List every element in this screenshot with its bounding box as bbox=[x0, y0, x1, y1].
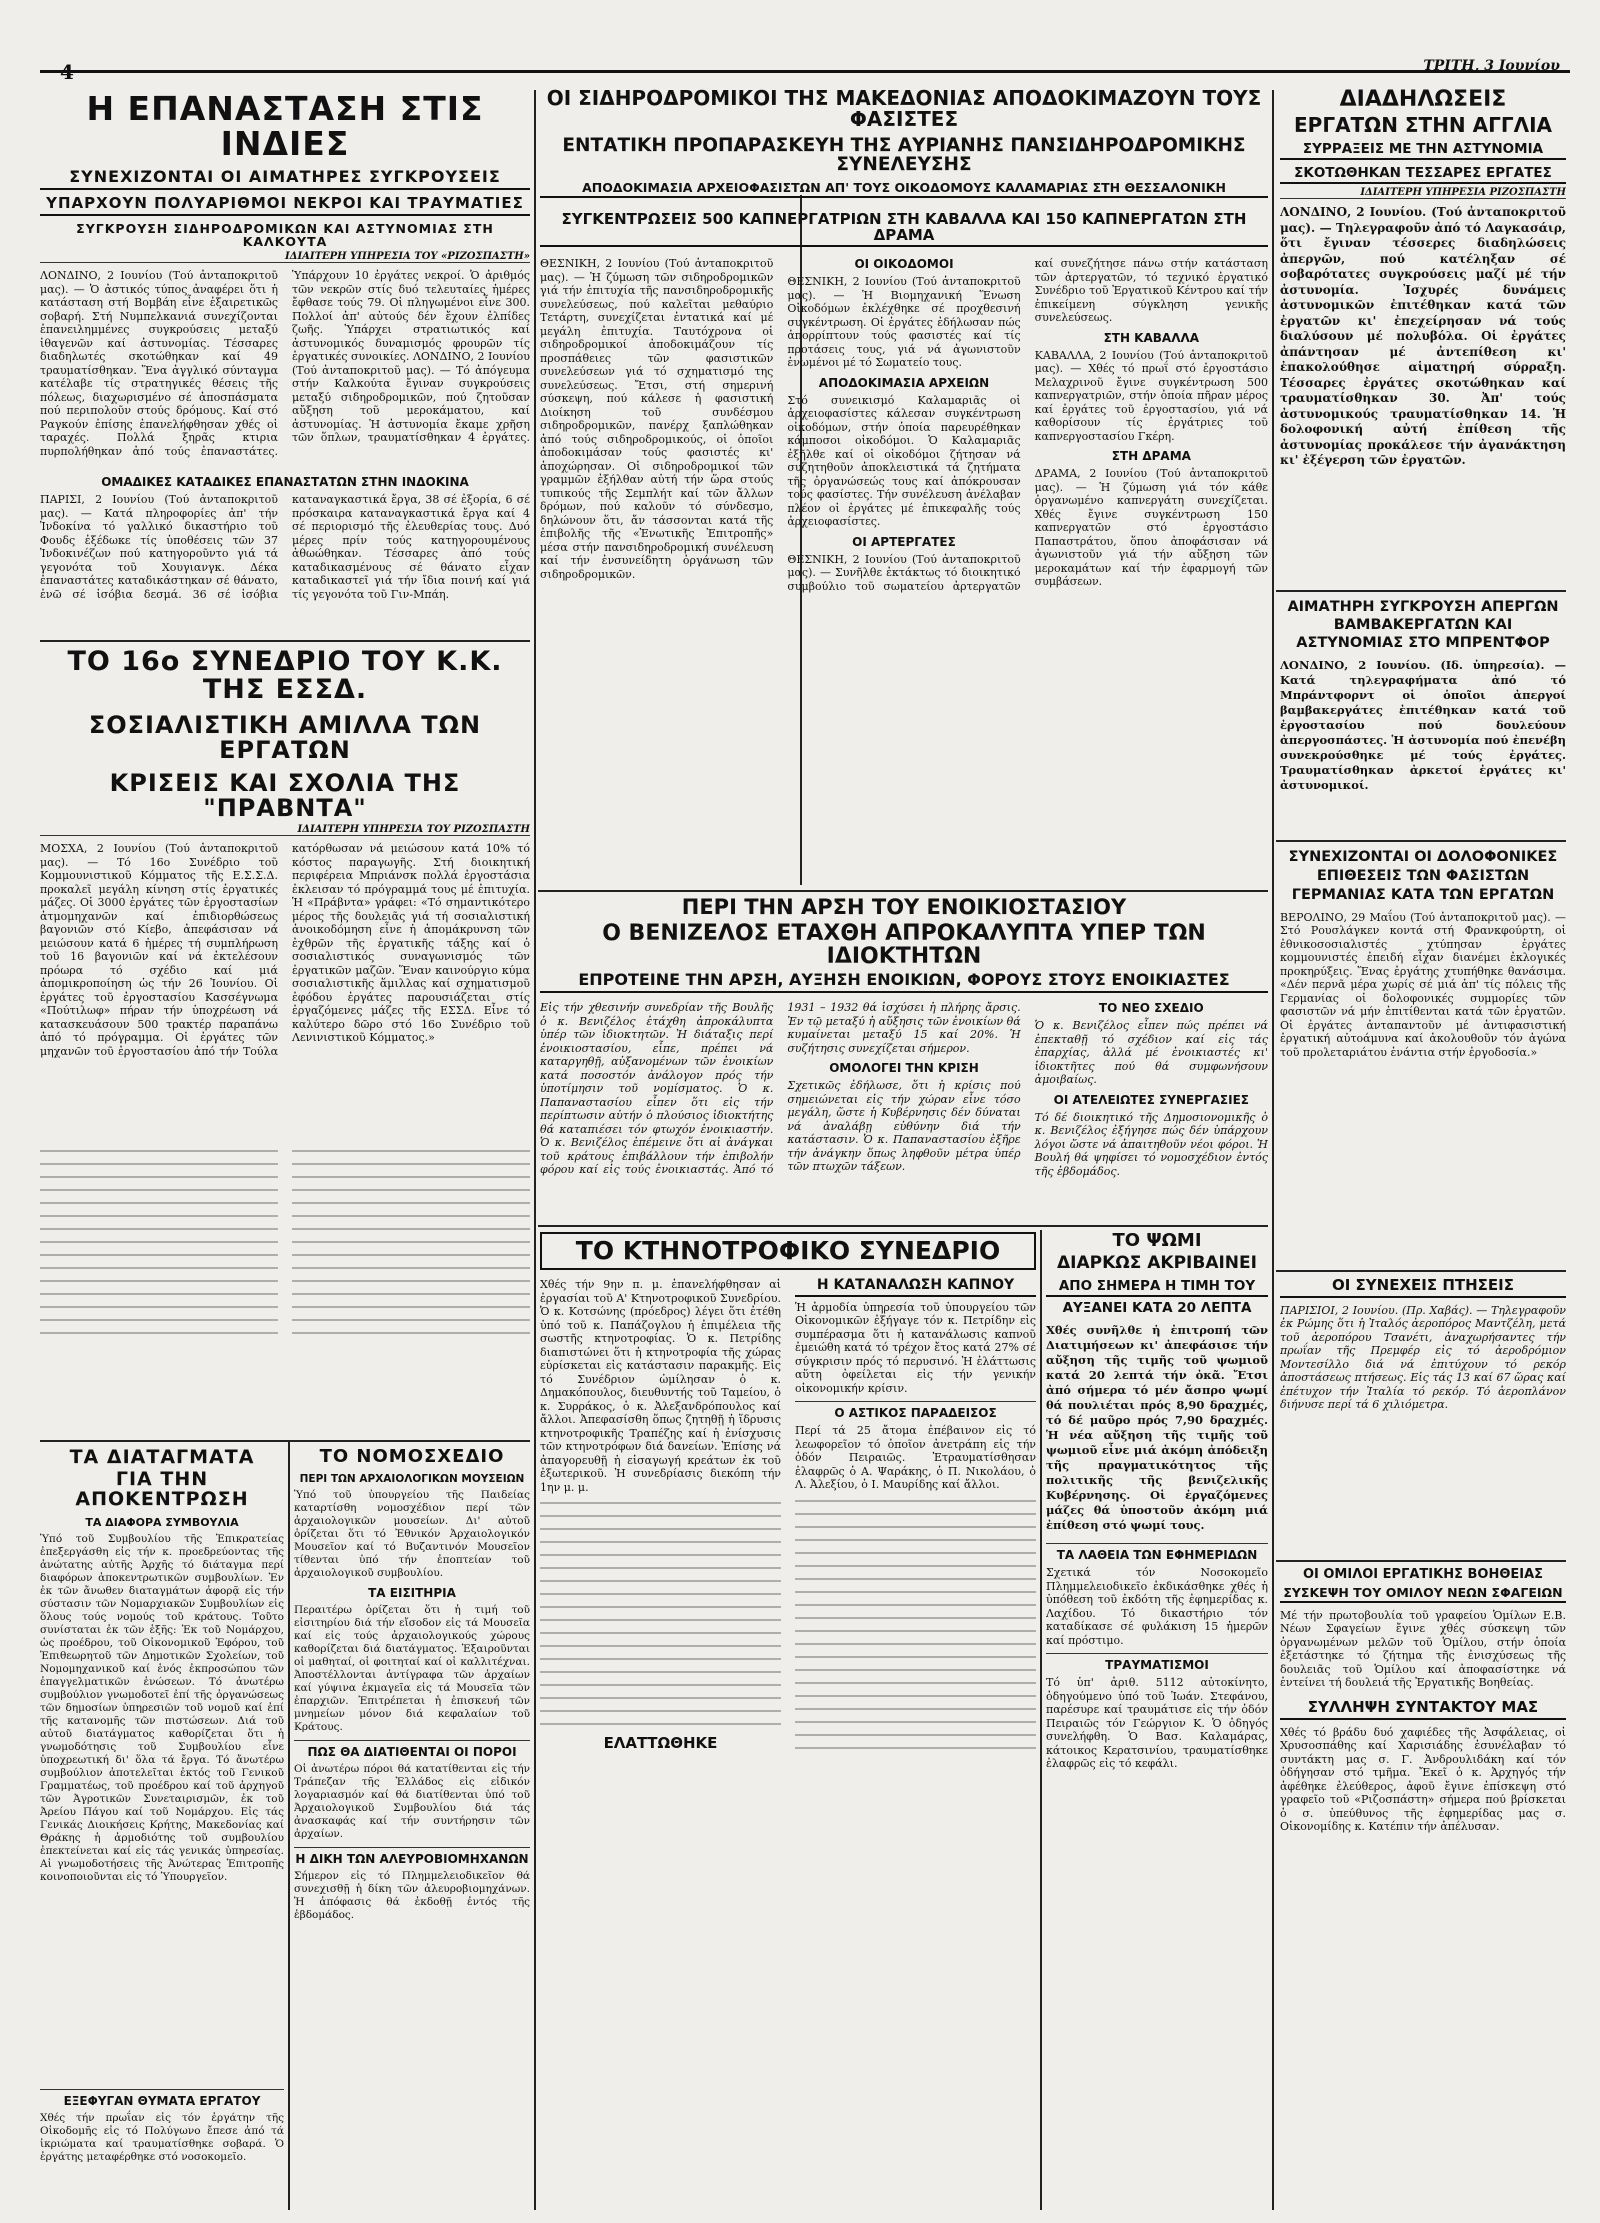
article-germany bbox=[1280, 848, 1566, 1266]
article-body: Σήμερον εἰς τό Πλημμελειοδικεῖον θά συνεχισθῇ ἡ δίκη τῶν ἀλευροβιομηχάνων. Ἡ ἀπόφασις θά ἐκδοθῇ ἐντός τῆς ἑβδομάδος. bbox=[294, 1869, 530, 1921]
section-heading: Η ΚΑΤΑΝΑΛΩΣΗ ΚΑΠΝΟΥ bbox=[795, 1278, 1036, 1297]
text-filler bbox=[40, 1150, 530, 1360]
subheadline: ΑΠΟΔΟΚΙΜΑΣΙΑ ΑΡΧΕΙΟΦΑΣΙΣΤΩΝ ΑΠ' ΤΟΥΣ ΟΙΚΟΔΟΜΟΥΣ ΚΑΛΑΜΑΡΙΑΣ ΣΤΗ ΘΕΣΣΑΛΟΝΙΚΗ bbox=[540, 181, 1268, 198]
section-heading: ΤΑ ΛΑΘΕΙΑ ΤΩΝ ΕΦΗΜΕΡΙΔΩΝ bbox=[1046, 1543, 1268, 1562]
article-body: ΜΟΣΧΑ, 2 Ιουνίου (Τού ἀνταποκριτοῦ μας). — Τό 16ο Συνέδριο τοῦ Κομμουνιστικοῦ Κόμματος τῆς Ε.Σ.Σ.Δ. προκαλεῖ μεγάλη κίνηση στίς ἐργατικές μάζες. Οἱ 3000 ἐργάτες τῶν ἐργοστασίων ἀτμομηχανῶν καί ἐπιδιορθώσεως βαγονιῶν στό Κίεβο, ἀπεφάσισαν νά μειώσουν κατά 6 ἡμέρες τή συμπλήρωση τοῦ 16 βαγονιῶν καί νά ἐκτελέσουν πρόωρα τό σχέδιο καί μιά ἀπομικροποίηση ὡς τήν 26 Ἰουνίου. Οἱ ἐργάτες τοῦ ἐργοστασίου Κασσέγνωμα «Πούτιλωφ» πήραν τήν ὑποχρέωση νά κατασκευάσουν 500 τρακτέρ παραπάνω ἀπό τό πρόγραμμα. Οἱ ἐργάτες τῶν μηχανῶν τοῦ ἐργοστασίου ἀπό τήν Τούλα κατόρθωσαν νά μειώσουν κατά 10% τό κόστος παραγωγῆς. Στή διοικητική περιφέρεια Μπριάνσκ πολλά ἐργοστάσια ἐκλεισαν τό πρόγραμμά τους μέ ἐπιτυχία. Ἡ «Πράβντα» γράφει: «Τό σημαντικότερο μέρος τῆς δουλειᾶς γιά τή σοσιαλιστική ἀνοικοδόμηση εἶνε ἡ ἀπομάκρυνση τῶν ἐχθρῶν τῆς ἐργατικῆς τάξης καί ὁ σοσιαλιστικός συναγωνισμός τῶν ἐργατικῶν μαζῶν. Ἕναν καινούργιο κύμα σοσιαλιστικῆς ἅμιλλας καί σχηματισμοῦ ἐφόδου ἐργάτες παρουσιάζεται στίς ἐργαζόμενες μάζες τῆς ΕΣΣΔ. Εἶνε τό καλύτερο δῶρο στό 16ο Συνέδριο τοῦ Λενινιστικοῦ Κόμματος.» bbox=[40, 842, 530, 1058]
service-credit: ΙΔΙΑΙΤΕΡΗ ΥΠΗΡΕΣΙΑ ΡΙΖΟΣΠΑΣΤΗ bbox=[1280, 187, 1566, 199]
text-filler bbox=[795, 1500, 1036, 1749]
article-body: Ὁ κ. Βενιζέλος εἶπεν πώς πρέπει νά ἐπεκταθῇ τό σχέδιον καί εἰς τάς ἐπαρχίας, ἀλλά μέ ἐνοικιαστές κι' ἰδιοκτῆτες πού θά συμφωνήσουν ἀμοιβαίως. bbox=[1034, 1019, 1268, 1087]
article-rent bbox=[540, 896, 1268, 1222]
section-heading: ΤΑ ΕΙΣΙΤΗΡΙΑ bbox=[368, 1585, 456, 1600]
article-congress bbox=[40, 648, 530, 1438]
headline: ΣΥΝΕΧΙΖΟΝΤΑΙ ΟΙ ΔΟΛΟΦΟΝΙΚΕΣ ΕΠΙΘΕΣΕΙΣ ΤΩΝ ΦΑΣΙΣΤΩΝ ΓΕΡΜΑΝΙΑΣ ΚΑΤΑ ΤΩΝ ΕΡΓΑΤΩΝ bbox=[1288, 849, 1558, 903]
headline: ΔΙΑΔΗΛΩΣΕΙΣ bbox=[1339, 88, 1507, 112]
article-body: Χθές τό βράδυ δυό χαφιέδες τῆς Ἀσφάλειας, οἱ Χρυσοσπάθης καί Χαρισιάδης ἐσυνέλαβαν τό συντάκτη μας σ. Γ. Ἀνδρουλιδάκη καί τόν ὁδήγησαν στό τμῆμα. Ἔκεῖ ὁ κ. Ἀρχηγός τήν ἀφέθηκε ἐλεύθερος, ἀφοῦ ἔγινε ἐπίσκεψη στό γραφεῖο τοῦ «Ριζοσπάστη» σήμερα πού βρίσκεται ὁ σ. ὑπεύθυνος τῆς ἐφημερίδας μας σ. Οἰκονομίδης κ. Κατέπιν τήν ἀπέλυσαν. bbox=[1280, 1725, 1566, 1834]
article-body: Τό ὑπ' ἀριθ. 5112 αὐτοκίνητο, ὁδηγούμενο ὑπό τοῦ Ἰωάν. Στεφάνου, παρέσυρε καί τραυμάτισε εἰς τήν ὁδόν Πειραιῶς τόν Γεώργιον Κ. Ὁ ὁδηγός συνελήφθη. Ὁ Βασ. Καλαμάρας, κάτοικος Κερατσινίου, τραυματίσθηκε ἐλαφρῶς εἰς τό κεφάλι. bbox=[1046, 1676, 1268, 1771]
subheadline: ΣΥΡΡΑΞΕΙΣ ΜΕ ΤΗΝ ΑΣΤΥΝΟΜΙΑ bbox=[1280, 142, 1566, 160]
article-body: Οἱ ἀνωτέρω πόροι θά κατατίθενται εἰς τήν Τράπεζαν τῆς Ἑλλάδος εἰς εἰδικόν λογαριασμόν καί θά διατίθενται ὑπό τοῦ Ἀρχαιολογικοῦ Συμβουλίου διά τάς ἀνασκαφάς καί τήν συντήρησιν τῶν ἀρχαίων. bbox=[294, 1762, 530, 1840]
headline: ΤΟ 16ο ΣΥΝΕΔΡΙΟ ΤΟΥ Κ.Κ. ΤΗΣ ΕΣΣΔ. bbox=[67, 648, 503, 706]
subheadline: ΑΠΟ ΣΗΜΕΡΑ Η ΤΙΜΗ ΤΟΥ bbox=[1046, 1279, 1268, 1297]
article-body: Εἰς τήν χθεσινήν συνεδρίαν τῆς Βουλῆς ὁ κ. Βενιζέλος ἐτάχθη ἀπροκάλυπτα ὑπέρ τῶν ἰδιοκτητῶν. Ἡ διάταξις περί ἐνοικιοστασίου, εἶπε, πρέπει νά καταργηθῇ, αὐξανομένων τῶν ἐνοικίων κατά ποσοστόν ἀνάλογον πρός τήν ὑποτίμησιν τοῦ νομίσματος. Ὁ κ. Παπαναστασίου εἶπεν ὅτι εἰς τήν περίπτωσιν αὐτήν ὁ πλούσιος ἰδιοκτήτης θά καταπιέσει τόν φτωχόν ἐνοικιαστήν. Ὁ κ. Βενιζέλος ἐπέμεινε ὅτι αἱ ἀνάγκαι τοῦ κράτους ἐπιβάλλουν τήν ἐπιβολήν φόρου καί εἰς τούς ἐνοικιαστάς. Ἀπό τό 1931 – 1932 θά ἰσχύσει ἡ πλήρης ἄρσις. Ἐν τῷ μεταξύ ἡ αὔξησις τῶν ἐνοικίων θά κυμαίνεται μεταξύ 15 καί 20%. Ἡ συζήτησις συνεχίζεται σήμερον. bbox=[540, 1001, 1021, 1177]
headline: ΟΙ ΣΙΔΗΡΟΔΡΟΜΙΚΟΙ ΤΗΣ ΜΑΚΕΔΟΝΙΑΣ ΑΠΟΔΟΚΙΜΑΖΟΥΝ ΤΟΥΣ ΦΑΣΙΣΤΕΣ bbox=[546, 88, 1262, 131]
article-body: Χθές συνῆλθε ἡ ἐπιτροπή τῶν Διατιμήσεων κι' ἀπεφάσισε τήν αὔξηση τῆς τιμῆς τοῦ ψωμιοῦ κατά 20 λεπτά τήν ὀκᾶ. Ἔτσι ἀπό σήμερα τό μέν ἄσπρο ψωμί θά πουλιέται πρός 8,90 δραχμές, τό δέ μαῦρο πρός 7,90 δραχμές. Ἡ νέα αὔξηση τῆς τιμῆς τοῦ ψωμιοῦ εἶνε μιά ἀκόμη ἀπόδειξη τῆς πραγματικότητος τῆς πολιτικῆς τῆς βενιζελικῆς Κυβέρνησης. Οἱ ἐργαζόμενες μάζες θά ὑποστοῦν ἀκόμη μιά ἐπίθεση στό ψωμί τους. bbox=[1046, 1323, 1268, 1533]
subheadline: ΠΕΡΙ ΤΩΝ ΑΡΧΑΙΟΛΟΓΙΚΩΝ ΜΟΥΣΕΙΩΝ bbox=[299, 1472, 525, 1485]
column-rule bbox=[1272, 90, 1274, 2210]
article-decrees bbox=[40, 1448, 284, 2218]
subheadline: ΕΠΡΟΤΕΙΝΕ ΤΗΝ ΑΡΣΗ, ΑΥΞΗΣΗ ΕΝΟΙΚΙΩΝ, ΦΟΡΟΥΣ ΣΤΟΥΣ ΕΝΟΙΚΙΑΣΤΕΣ bbox=[540, 972, 1268, 993]
section-heading: ΠΩΣ ΘΑ ΔΙΑΤΙΘΕΝΤΑΙ ΟΙ ΠΟΡΟΙ bbox=[294, 1740, 530, 1759]
article-body: ΠΑΡΙΣΙΟΙ, 2 Ιουνίου. (Πρ. Χαβάς). — Τηλεγραφοῦν ἐκ Ρώμης ὅτι ἡ Ἰταλός ἀεροπόρος Μαντζέλη, μετά τοῦ ἀεροπόρου Τσανέτι, ἀναχωρήσαντες τήν πρωΐαν τῆς Πρεμφέρ εἰς τό ἀεροδρόμιον Μοντεσίλλο διά νά ἐπιτύχουν τό ρεκόρ ἀποστάσεως πτήσεως. Εἰς τάς 13 καί 67 ὥρας καί ἐπέτυχον τήν Ἰταλία τό ρεκόρ. Τό ἀεροπλάνον διήνυσε περί τά 6 χιλιόμετρα. bbox=[1280, 1303, 1566, 1412]
article-body: Περαιτέρω ὁρίζεται ὅτι ἡ τιμή τοῦ εἰσιτηρίου διά τήν εἴσοδον εἰς τά Μουσεῖα καί εἰς τούς ἀρχαιολογικούς χώρους καθορίζεται διά διατάγματος. Ἐξαιροῦνται οἱ μαθηταί, οἱ φοιτηταί καί οἱ καλλιτέχναι. Ἀποστέλλονται ἀντίγραφα τῶν ἀρχαίων καί γύψινα ἐκμαγεῖα εἰς τά Μουσεῖα τῶν ἐπαρχιῶν. Ἐπιτρέπεται ἡ ἐπισκευή τῶν μνημείων μόνον διά κεφαλαίων τοῦ Κράτους. bbox=[294, 1603, 530, 1733]
headline: ΓΙΑ ΤΗΝ ΑΠΟΚΕΝΤΡΩΣΗ bbox=[75, 1467, 249, 1510]
section-heading: ΟΙ ΟΙΚΟΔΟΜΟΙ bbox=[854, 257, 954, 272]
section-rule bbox=[1276, 1270, 1566, 1272]
section-rule bbox=[40, 640, 530, 642]
headline: ΤΟ ΚΤΗΝΟΤΡΟΦΙΚΟ ΣΥΝΕΔΡΙΟ bbox=[540, 1232, 1036, 1270]
service-credit: ΙΔΙΑΙΤΕΡΗ ΥΠΗΡΕΣΙΑ ΤΟΥ ΡΙΖΟΣΠΑΣΤΗ bbox=[40, 824, 530, 836]
section-heading: ΟΜΟΛΟΓΕΙ ΤΗΝ ΚΡΙΣΗ bbox=[829, 1061, 979, 1076]
subheadline: ΥΠΑΡΧΟΥΝ ΠΟΛΥΑΡΙΘΜΟΙ ΝΕΚΡΟΙ ΚΑΙ ΤΡΑΥΜΑΤΙΕΣ bbox=[40, 196, 530, 216]
section-heading: ΤΡΑΥΜΑΤΙΣΜΟΙ bbox=[1046, 1653, 1268, 1672]
headline: ΟΙ ΣΥΝΕΧΕΙΣ ΠΤΗΣΕΙΣ bbox=[1280, 1278, 1566, 1298]
article-body: Περί τά 25 ἄτομα ἐπέβαινον εἰς τό λεωφορεῖον τό ὁποῖον ἀνετράπη εἰς τήν ὁδόν Πειραιῶς. Ἐτραυματίσθησαν ἐλαφρῶς ὁ Α. Ψαράκης, ὁ Π. Νικολάου, ὁ Λ. Ἀλεξίου, ὁ Ι. Μαυρίδης καί ἄλλοι. bbox=[795, 1424, 1036, 1492]
section-rule bbox=[538, 890, 1268, 892]
subheadline: ΣΥΣΚΕΨΗ ΤΟΥ ΟΜΙΛΟΥ ΝΕΩΝ ΣΦΑΓΕΙΩΝ bbox=[1280, 1586, 1566, 1603]
column-rule bbox=[1040, 1230, 1042, 2210]
article-body: Τό δέ διοικητικό τῆς Δημοσιονομικῆς ὁ κ. Βενιζέλος ἐξήγησε πώς δέν ὑπάρχουν λόγοι ὥστε νά ἀπαιτηθοῦν νέοι φόροι. Ἡ Βουλή θά ψηφίσει τό νομοσχέδιον ἐντός τῆς ἑβδομάδος. bbox=[1034, 1110, 1268, 1178]
headline: Η ΕΠΑΝΑΣΤΑΣΗ ΣΤΙΣ ΙΝΔΙΕΣ bbox=[86, 89, 484, 163]
headline: ΔΙΑΡΚΩΣ ΑΚΡΙΒΑΙΝΕΙ bbox=[1057, 1252, 1257, 1273]
article-railway bbox=[540, 88, 1268, 888]
subheadline: ΣΥΓΚΡΟΥΣΗ ΣΙΔΗΡΟΔΡΟΜΙΚΩΝ ΚΑΙ ΑΣΤΥΝΟΜΙΑΣ ΣΤΗ ΚΑΛΚΟΥΤΑ bbox=[76, 220, 494, 249]
article-body: ΘΕΣΝΙΚΗ, 2 Ιουνίου (Τού ἀνταποκριτοῦ μας). — Ἡ ζύμωση τῶν σιδηροδρομικῶν γιά τήν ἐπιτυχία τῆς πανσιδηροδρομικῆς συνελεύσεως, πού καλεῖται μεθαύριο Τετάρτη, συνεχίζεται ἐντατικά καί μέ μεγάλη ἐπιτυχία. Ταυτόχρονα οἱ σιδηροδρομικοί ἀποδοκιμάζουν τίς προσπάθειες τῶν φασιστικῶν συνελεύσεων γιά τό σχηματισμό της συνελεύσεως. Ἔτσι, στή σημερινή σύσκεψη, πού κάλεσε ἡ φασιστική Διοίκηση τοῦ συνδέσμου σιδηροδρομικῶν, πανέρχ ξαπλώθηκαν ἀπό τούς σιδηροδρομικούς, οἱ ὁποῖοι ἀποδοκιμάσαν τούς φασιστές κι' ἀποχώρησαν. Οἱ σιδηροδρομικοί τῶν γραμμῶν ἐξήλθαν αὐτή τήν ὥρα στούς τυπικούς τῆς Σεμπλήτ καί τῶν ἄλλων δρόμων, πού καλοῦν τό σύνδεσμο, δηλώνουν ὅτι, ἄν τάσσονται κατά τῆς ἐπιβολῆς τῆς «Ἑνωτικῆς Ἐπιτροπῆς» μέσα στήν πανσιδηροδρομική συνέλευση καί τήν ἐνσυνείδητη ὀργάνωση τῶν σιδηροδρομικῶν. bbox=[540, 257, 774, 581]
article-bill bbox=[294, 1448, 530, 2218]
subheadline: ΣΚΟΤΩΘΗΚΑΝ ΤΕΣΣΑΡΕΣ ΕΡΓΑΤΕΣ bbox=[1280, 166, 1566, 184]
article-flights bbox=[1280, 1278, 1566, 1556]
section-heading: ΕΞΕΦΥΓΑΝ ΘΥΜΑΤΑ ΕΡΓΑΤΟΥ bbox=[40, 2089, 284, 2108]
article-body: ΒΕΡΟΛΙΝΟ, 29 Μαΐου (Τού ἀνταποκριτοῦ μας). — Στό Ρουσλάγκεν κοντά στή Φρανκφούρτη, οἱ ἐθνικοσοσιαλιστές χτύπησαν ἐργάτες κομμουνιστές ἐπειδή εἶχαν διανέμει ἐκλογικές προκηρύξεις. Ἕνας ἐργάτης χτυπήθηκε θανάσιμα. «Δέν περνᾶ μέρα χωρίς σέ μιά ἀπ' τίς πόλεις τῆς Γερμανίας οἱ δολοφονικές συμμορίες τῶν φασιστῶν νά μήν ἐπιτίθενται κατά τῶν ἐργατῶν. Οἱ ἐργάτες ἀνταπαντοῦν μέ ἀντιφασιστική ἐργατική αὐτοάμυνα καί ἀκολουθοῦν τόν ἀγώνα τοῦ προλεταριάτου ἐνάντια στήν ἐργοδοσία.» bbox=[1280, 910, 1566, 1059]
rent-columns bbox=[540, 1001, 1268, 1222]
section-heading: ΣΤΗ ΚΑΒΑΛΛΑ bbox=[1103, 330, 1200, 345]
section-rule bbox=[40, 1440, 530, 1442]
article-body: Στό συνεικισμό Καλαμαριᾶς οἱ ἀρχειοφασίστες κάλεσαν συγκέντρωση οἰκοδόμων, στήν ὁποία παρευρέθηκαν κάμποσοι οἰκοδόμοι. Ὁ Καλαμαριᾶς ἐξῆλθε καί οἱ οἰκοδόμοι ζήτησαν νά συζητηθοῦν ἀποκλειστικά τά ζητήματα τῆς ὀργανώσεώς τους καί ἀπόκρουσαν τούς φασίστες. Τήν συνέλευση ἀνέλαβαν πλέον οἱ ἐργάτες μέ ἐπικεφαλῆς τούς ἀρχειοφασίστες. bbox=[787, 393, 1021, 529]
masthead-rule bbox=[40, 70, 1570, 73]
subheadline: ΤΑ ΔΙΑΦΟΡΑ ΣΥΜΒΟΥΛΙΑ bbox=[85, 1515, 239, 1529]
article-body: Σχετικῶς ἐδήλωσε, ὅτι ἡ κρίσις πού σημειώνεται εἰς τήν χώραν εἶνε τόσο μεγάλη, ὥστε ἡ Κυβέρνησις δέν δύναται νά ἀναλάβῃ εὐθύνην διά τήν κατάστασιν. Ὁ κ. Παπαναστασίου ἐξῆρε τήν ἀνάγκην ὅπως ληφθοῦν μέτρα ὑπέρ τῶν πτωχῶν τάξεων. bbox=[787, 1079, 1021, 1174]
subheadline: Ο ΒΕΝΙΖΕΛΟΣ ΕΤΑΧΘΗ ΑΠΡΟΚΑΛΥΠΤΑ ΥΠΕΡ ΤΩΝ ΙΔΙΟΚΤΗΤΩΝ bbox=[602, 921, 1206, 970]
service-credit: ΙΔΙΑΙΤΕΡΗ ΥΠΗΡΕΣΙΑ ΤΟΥ «ΡΙΖΟΣΠΑΣΤΗ» bbox=[40, 251, 530, 263]
headline: ΑΙΜΑΤΗΡΗ ΣΥΓΚΡΟΥΣΗ ΑΠΕΡΓΩΝ ΒΑΜΒΑΚΕΡΓΑΤΩΝ ΚΑΙ ΑΣΤΥΝΟΜΙΑΣ ΣΤΟ ΜΠΡΕΝΤΦΟΡ bbox=[1287, 599, 1559, 652]
headline: ΠΕΡΙ ΤΗΝ ΑΡΣΗ ΤΟΥ ΕΝΟΙΚΙΟΣΤΑΣΙΟΥ bbox=[681, 896, 1127, 919]
article-india bbox=[40, 88, 530, 640]
subheadline: ΣΟΣΙΑΛΙΣΤΙΚΗ ΑΜΙΛΛΑ ΤΩΝ ΕΡΓΑΤΩΝ bbox=[88, 710, 482, 764]
section-heading: ΟΜΑΔΙΚΕΣ ΚΑΤΑΔΙΚΕΣ ΕΠΑΝΑΣΤΑΤΩΝ ΣΤΗΝ ΙΝΔΟΚΙΝΑ bbox=[101, 475, 469, 490]
page-number: 4 bbox=[60, 60, 74, 84]
article-body: ΛΟΝΔΙΝΟ, 2 Ιουνίου. (Τού ἀνταποκριτοῦ μας). — Τηλεγραφοῦν ἀπό τό Λαγκασάιρ, ὅτι ἔγιναν τέσσερες διαδηλώσεις ἀπεργῶν, πού κατέληξαν σέ σοβαρότατες συγκρούσεις μαζί μέ τήν ἀστυνομία. Ἰσχυρές δυνάμεις ἀστυνομικῶν ἐπιτέθηκαν κατά τῶν ἐργατῶν κι' ἐπεχείρησαν νά τούς διαλύσουν μέ πολυβόλα. Οἱ ἐργάτες ἀπάντησαν μέ ἀντεπίθεση κι' ἐπακολούθησε αἱματηρή σύρραξη. Τέσσαρες ἐργάτες σκοτώθηκαν καί τραυματίσθηκαν 30. Ἀπ' τούς ἀστυνομικούς τραυματίσθηκαν 14. Ἡ δολοφονική αὐτή ἐπίθεση τῆς ἀστυνομίας προκάλεσε τήν ἀγανάκτηση κι' ἐξέγερση τῶν ἐργατῶν. bbox=[1280, 205, 1566, 468]
section-heading: ΑΠΟΔΟΚΙΜΑΣΙΑ ΑΡΧΕΙΩΝ bbox=[818, 375, 990, 390]
section-heading: ΕΛΑΤΤΩΘΗΚΕ bbox=[603, 1734, 718, 1753]
article-body: Σχετικά τόν Νοσοκομεῖο Πλημμελειοδικεῖο ἐκδικάσθηκε χθές ἡ ὑπόθεση τοῦ ἐκδότη τῆς ἐφημερίδας κ. Λαχίδου. Τό δικαστήριο τόν καταδίκασε σέ φυλάκιση 15 ἡμερῶν καί πρόστιμο. bbox=[1046, 1566, 1268, 1647]
railway-columns bbox=[540, 257, 1268, 888]
article-england bbox=[1280, 88, 1566, 588]
headline: ΤΟ ΝΟΜΟΣΧΕΔΙΟ bbox=[319, 1448, 505, 1467]
section-rule bbox=[1276, 590, 1566, 592]
livestock-columns bbox=[540, 1278, 1036, 2208]
article-body: Ἡ ἀρμοδία ὑπηρεσία τοῦ ὑπουργείου τῶν Οἰκονομικῶν ἐξήγαγε τόν κ. Πετρίδην εἰς συμπέρασμα ὅτι ἡ κατανάλωσις καπνοῦ ἐμειώθη κατά τό τρέχον ἔτος κατά 27% σέ σύγκρισιν πρός τό περυσινό. Ἡ ἐλάττωσις αὕτη ὀφείλεται εἰς τήν γενικήν οἰκονομικήν κρίσιν. bbox=[795, 1300, 1036, 1395]
section-heading: ΟΙ ΑΡΤΕΡΓΑΤΕΣ bbox=[852, 534, 956, 549]
article-manchester bbox=[1280, 598, 1566, 836]
subheadline: ΣΥΓΚΕΝΤΡΩΣΕΙΣ 500 ΚΑΠΝΕΡΓΑΤΡΙΩΝ ΣΤΗ ΚΑΒΑΛΛΑ ΚΑΙ 150 ΚΑΠΝΕΡΓΑΤΩΝ ΣΤΗ ΔΡΑΜΑ bbox=[540, 212, 1268, 248]
headline: ΟΙ ΟΜΙΛΟΙ ΕΡΓΑΤΙΚΗΣ ΒΟΗΘΕΙΑΣ bbox=[1302, 1568, 1544, 1582]
headline: ΤΑ ΔΙΑΤΑΓΜΑΤΑ bbox=[69, 1448, 255, 1468]
article-body: ΘΕΣΝΙΚΗ, 2 Ιουνίου (Τού ἀνταποκριτοῦ μας). — Ἡ Βιομηχανική Ἕνωση Οἰκοδόμων ἐκλέχθηκε σέ προχθεσινή συγκέντρωση. Οἱ ἐργάτες ἐδήλωσαν πώς ἀπορρίπτουν τούς φασιστές καί τίς προτάσεις τους, γιά νά ἀγωνιστοῦν ἑνωμένοι μέ τό Σωματείο τους. bbox=[787, 275, 1021, 370]
section-rule bbox=[1276, 840, 1566, 842]
article-body: ΔΡΑΜΑ, 2 Ιουνίου (Τού ἀνταποκριτοῦ μας). — Ἡ ζύμωση γιά τόν κάθε ὀργανωμένο καπνεργάτη συνεχίζεται. Χθές ἔγινε συγκέντρωση 150 καπνεργατῶν στό ἐργοστάσιο Παπαστράτου, ὅπου ἀποφάσισαν νά ἀγωνιστοῦν γιά τήν αὔξηση τῶν μεροκαμάτων καί τήν ἐφαρμογή τῶν συμβάσεων. bbox=[1034, 467, 1268, 589]
section-rule bbox=[1276, 1560, 1566, 1562]
section-heading: ΟΙ ΑΤΕΛΕΙΩΤΕΣ ΣΥΝΕΡΓΑΣΙΕΣ bbox=[1053, 1092, 1249, 1107]
article-body: ΛΟΝΔΙΝΟ, 2 Ιουνίου (Τού ἀνταποκριτοῦ μας). — Ὁ ἀστικός τύπος ἀναφέρει ὅτι ἡ κατάσταση στή Βομβάη εἶνε ἐξαιρετικῶς σοβαρή. Στή Νυμπελκανιά συνεχίζονται ἐπανειλημμένες συγκρούσεις μεταξύ ἰθαγενῶν καί ἀστυνομίας. Τέσσαρες διαδηλωτές σκοτώθηκαν καί 49 τραυματίσθηκαν. Ἕνα ἀγγλικό σύνταγμα κατέλαβε τίς στρατηγικές θέσεις τῆς πόλεως, διαχωρισμένο σέ ἀποσπάσματα πού περιπολοῦν στούς δρόμους. Καί στό Ραγκούν ἐπίσης ἐπανελήφθησαν χθές οἱ ταραχές. Πολλά ξηρᾶς κτιρια πυρπολήθηκαν ἀπό τούς ἐπαναστάτες. Ὑπάρχουν 10 ἐργάτες νεκροί. Ὁ ἀριθμός τῶν νεκρῶν στίς δυό τελευταίες ἡμέρες ἔφθασε τούς 79. Οἱ πληγωμένοι εἶνε 300. Πολλοί ἀπ' αὐτούς δέν ἔχουν ἐλπίδες ζωῆς. Ὑπάρχει στρατιωτικός καί ἀστυνομικός δυναμισμός φρουρῶν τίς ἐργατικές συνοικίες. ΛΟΝΔΙΝΟ, 2 Ιουνίου (Τού ἀνταποκριτοῦ μας). — Τό ἀπόγευμα στήν Καλκούτα ἔγιναν συγκρούσεις μεταξύ σιδηροδρομικῶν, πού ζητοῦσαν αὔξηση τοῦ μεροκάματου, καί ἀστυνομίας. Ἡ ἀστυνομία ἔκαμε χρῆση τῶν ὅπλων, τραυματίσθηκαν 4 ἐργάτες. bbox=[40, 269, 530, 458]
column-rule bbox=[288, 1440, 290, 2210]
section-heading: ΣΤΗ ΔΡΑΜΑ bbox=[1111, 449, 1191, 464]
section-heading: ΣΥΛΛΗΨΗ ΣΥΝΤΑΚΤΟΥ ΜΑΣ bbox=[1280, 1700, 1566, 1720]
article-body: Μέ τήν πρωτοβουλία τοῦ γραφείου Ὁμίλων Ε.Β. Νέων Σφαγείων ἔγινε χθές σύσκεψη τῶν ὀργανωμένων μελῶν τοῦ Ὁμίλου, στήν ὁποία ἐξετάστηκε τό ζήτημα τῆς ἐνισχύσεως τῆς δουλειᾶς τοῦ Ὁμίλου καί ἀποφασίστηκε νά ἐντείνει τή δουλειά τῆς Ἐργατικῆς Βοηθείας. bbox=[1280, 1608, 1566, 1690]
section-heading: ΤΟ ΝΕΟ ΣΧΕΔΙΟ bbox=[1098, 1001, 1204, 1016]
article-relief bbox=[1280, 1568, 1566, 2213]
article-body: ΘΕΣΝΙΚΗ, 2 Ιουνίου (Τού ἀνταποκριτοῦ μας). — Συνῆλθε ἐκτάκτως τό διοικητικό συμβούλιο τοῦ σωματείου ἀρτεργατῶν καί συνεζήτησε πάνω στήν κατάσταση τῶν ἀρτεργατῶν, τό τεχνικό ἐργατικό Συνέδριο τοῦ Ἐργατικοῦ Κέντρου καί τήν ἐπικείμενη σύγκληση γενικῆς συνελεύσεως. bbox=[787, 257, 1268, 593]
column-rule bbox=[534, 90, 536, 2210]
section-heading: Η ΔΙΚΗ ΤΩΝ ΑΛΕΥΡΟΒΙΟΜΗΧΑΝΩΝ bbox=[294, 1847, 530, 1866]
article-body: ΚΑΒΑΛΛΑ, 2 Ιουνίου (Τού ἀνταποκριτοῦ μας). — Χθές τό πρωΐ στό ἐργοστάσιο Μελαχρινοῦ ἔγινε συγκέντρωση 500 καπνεργατριῶν, στήν ὁποία πῆραν μέρος καί ἐργάτες τοῦ ἐργοστασίου, γιά νά καθορίσουν τίς ἐργάτριες τοῦ καπνεργοστασίου Γκέρη. bbox=[1034, 348, 1268, 443]
subheadline: ΕΝΤΑΤΙΚΗ ΠΡΟΠΑΡΑΣΚΕΥΗ ΤΗΣ ΑΥΡΙΑΝΗΣ ΠΑΝΣΙΔΗΡΟΔΡΟΜΙΚΗΣ ΣΥΝΕΛΕΥΣΗΣ bbox=[562, 135, 1246, 176]
headline: ΤΟ ΨΩΜΙ bbox=[1112, 1232, 1202, 1251]
subheadline: ΑΥΞΑΝΕΙ ΚΑΤΑ 20 ΛΕΠΤΑ bbox=[1062, 1299, 1252, 1316]
section-heading: Ο ΑΣΤΙΚΟΣ ΠΑΡΑΔΕΙΣΟΣ bbox=[795, 1401, 1036, 1420]
article-body: Ὑπό τοῦ Συμβουλίου τῆς Ἐπικρατείας ἐπεξεργάσθη εἰς τήν κ. προεδρεύοντας τῆς ἀνώτατης αὐτῆς Ἀρχῆς τό διάταγμα περί διαφόρων ἀποκεντρωτικῶν συμβουλίων. Ἐν ἐκ τῶν ἄνωθεν διαταγμάτων ἀφορᾷ εἰς τήν σύστασιν τῶν Νομαρχιακῶν Συμβουλίων εἰς ὅλους τούς νομούς τοῦ κράτους. Τοῦτο συνίσταται ἐκ τῶν ἑξῆς: Ἐκ τοῦ Νομάρχου, ὡς προέδρου, τοῦ Οἰκονομικοῦ Ἐφόρου, τοῦ Ἐπιθεωρητοῦ τῶν Δημοτικῶν Σχολείων, τοῦ Νομομηχανικοῦ καί ἑνός ἐκπροσώπου τῶν ἐπαγγελματικῶν ἑνώσεων. Τό ἀνωτέρω συμβούλιον γνωμοδοτεῖ ἐπί τῆς ὀργανώσεως τῶν δημοσίων ὑπηρεσιῶν τοῦ νομοῦ καί ἐπί τῆς κατανομῆς τῶν πιστώσεων. Διά τοῦ αὐτοῦ διατάγματος καθορίζεται ὅτι ἡ γνωμοδότησις τοῦ Συμβουλίου εἶνε ὑποχρεωτική δι' ὅλα τά ἔργα. Τό ἄνωτέρω συμβούλιον ἀποτελεῖται ἐκτός τοῦ Γενικοῦ Γραμματέως, τοῦ προέδρου καί τοῦ ἀρχηγοῦ τῶν Ἀγροτικῶν Συνεταιρισμῶν, ἐκ τοῦ Ἀρείου Πάγου καί τοῦ Νομάρχου. Εἰς τάς Γενικάς Διοικήσεις Κρήτης, Μακεδονίας καί Θράκης ἡ ἀρμοδιότης τοῦ συμβουλίου ἐπεκτείνεται καί εἰς τάς γενικάς ὑπηρεσίας. Αἱ γνωμοδοτήσεις τῆς Ἀνώτερας Ἐπιτροπῆς κοινοποιοῦνται εἰς τό Ὑπουργεῖον. bbox=[40, 1532, 284, 1883]
article-body: ΠΑΡΙΣΙ, 2 Ιουνίου (Τού ἀνταποκριτοῦ μας). — Κατά πληροφορίες ἀπ' τήν Ἰνδοκίνα τό γαλλικό δικαστήριο τοῦ Φουδς ἐξέδωκε τίς ὑποθέσεις τῶν 37 Ἰνδοκινέζων πού κατηγοροῦντο γιά τά γεγονότα τοῦ Χουγιανγκ. Δέκα ἐπαναστάτες καταδικάστηκαν σέ θάνατο, ἐνῶ σέ ἰσόβια δεσμά. 36 σέ ἰσόβια καταναγκαστικά ἔργα, 38 σέ ἐξορία, 6 σέ πρόσκαιρα καταναγκαστικά ἔργα καί 4 σέ περιορισμό τῆς ἐλευθερίας τους. Δυό μέρες πρίν τούς κατηγορουμένους ἀθωώθηκαν. Τέσσαρες ἀπό τούς καταδικασμένους σέ θάνατο εἶχαν καταδικαστεῖ γιά τήν ἴδια ποινή καί γιά τίς γεγονότα τοῦ Γιν-Μπάη. bbox=[40, 493, 530, 601]
section-rule bbox=[538, 1225, 1268, 1227]
article-body: Ὑπό τοῦ ὑπουργείου τῆς Παιδείας καταρτίσθη νομοσχέδιον περί τῶν ἀρχαιολογικῶν μουσείων. Δι' αὐτοῦ ὁρίζεται ὅτι τό Ἐθνικόν Ἀρχαιολογικόν Μουσεῖον καί τό Βυζαντινόν Μουσεῖον τίθενται ὑπό τήν ἐποπτείαν τοῦ ἀρχαιολογικοῦ συμβουλίου. bbox=[294, 1488, 530, 1579]
article-body: Χθές τήν πρωΐαν εἰς τόν ἐργάτην τῆς Οἰκοδομῆς εἰς τό Πολύγωνο ἔπεσε ἀπό τά ἰκριώματα καί τραυματίσθηκε σοβαρά. Ὁ ἐργάτης μεταφέρθηκε στό νοσοκομεῖο. bbox=[40, 2111, 284, 2163]
article-body: Χθές τήν 9ην π. μ. ἐπανελήφθησαν αἱ ἐργασίαι τοῦ Α' Κτηνοτροφικοῦ Συνεδρίου. Ὁ κ. Κοτσώνης (πρόεδρος) λέγει ὅτι ἐτέθη ὑπό τοῦ κ. Παπάζογλου ἡ ἐπιμέλεια τῆς σωστῆς κτηνοτροφίας. Ὁ κ. Πετρίδης διαπιστώνει ὅτι ἡ κτηνοτροφία τῆς χώρας εὑρίσκεται εἰς κατάστασιν παρακμῆς. Εἰς τό Συνέδριον ὠμίλησαν ὁ κ. Δημακόπουλος, διευθυντής τοῦ Ταμείου, ὁ κ. Συρράκος, ὁ κ. Ἀλεξανδρόπουλος καί ἄλλοι. Ἀπεφασίσθη ὅπως ζητηθῇ ἡ ἵδρυσις κτηνοτροφικῆς Τραπέζης καί ἡ ἐνίσχυσις τῶν κτηνοτρόφων διά δανείων. Ἐπίσης νά ἀπαγορευθῇ ἡ εἰσαγωγή κρεάτων ἐκ τοῦ ἐξωτερικοῦ. Ἡ συνεδρίασις διεκόπη τήν 1ην μ. μ. bbox=[540, 1278, 781, 1494]
subheadline: ΚΡΙΣΕΙΣ ΚΑΙ ΣΧΟΛΙΑ ΤΗΣ "ΠΡΑΒΝΤΑ" bbox=[109, 769, 461, 823]
text-filler bbox=[540, 1502, 781, 1725]
headline: ΕΡΓΑΤΩΝ ΣΤΗΝ ΑΓΓΛΙΑ bbox=[1294, 113, 1552, 138]
dateline: ΤΡΙΤΗ, 3 Ιουνίου bbox=[1423, 58, 1560, 74]
subheadline: ΣΥΝΕΧΙΖΟΝΤΑΙ ΟΙ ΑΙΜΑΤΗΡΕΣ ΣΥΓΚΡΟΥΣΕΙΣ bbox=[40, 169, 530, 190]
article-body: ΛΟΝΔΙΝΟ, 2 Ιουνίου. (Ιδ. ὑπηρεσία). — Κατά τηλεγραφήματα ἀπό τό Μπράντφορντ οἱ ὁποῖοι ἀπεργοί βαμβακεργάτες ἐπιτέθηκαν κατά τοῦ ἐργοστασίου πού δουλεύουν ἀπεργοσπάστες. Ἡ ἀστυνομία πού ἐπενέβη συνεκρούσθηκε μέ τούς ἐργάτες. Τραυματίσθηκαν ἀρκετοί ἐργάτες κι' ἀστυνομικοί. bbox=[1280, 658, 1566, 793]
article-livestock bbox=[540, 1232, 1036, 2212]
article-bread bbox=[1046, 1232, 1268, 2212]
